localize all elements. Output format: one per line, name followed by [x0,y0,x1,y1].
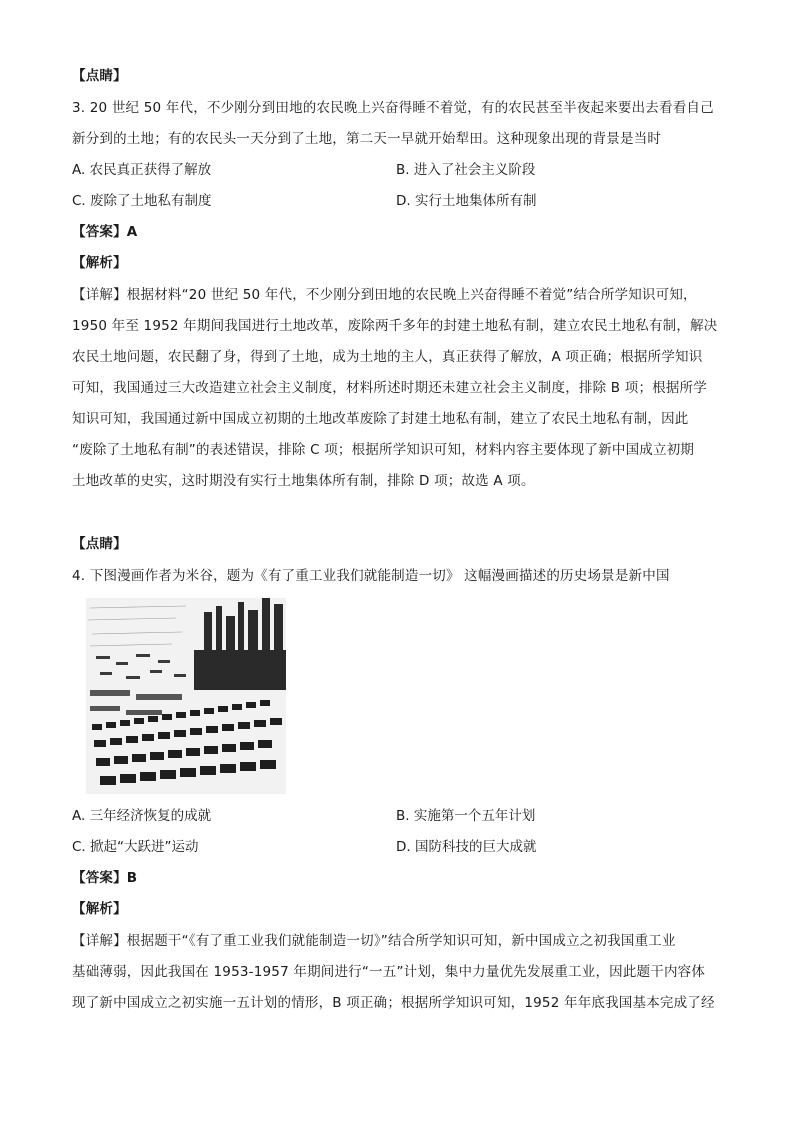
q4-detail-line: 【详解】根据题干“《有了重工业我们就能制造一切》”结合所学知识可知，新中国成立之初我国重工业 [72,933,676,949]
q3-option-d: D. 实行土地集体所有制 [396,193,537,209]
q3-detail-line: 土地改革的史实，这时期没有实行土地集体所有制，排除 D 项；故选 A 项。 [72,473,535,489]
q3-stem-line-1: 3. 20 世纪 50 年代，不少刚分到田地的农民晚上兴奋得睡不着觉，有的农民甚至半夜起来要出去看看自己 [72,100,714,116]
q3-detail-line: 知识可知，我国通过新中国成立初期的土地改革废除了封建土地私有制，建立了农民土地私有制，因此 [72,411,689,427]
q4-option-c: C. 掀起“大跃进”运动 [72,839,199,855]
q3-option-b: B. 进入了社会主义阶段 [396,162,536,178]
q3-detail-line: “废除了土地私有制”的表述错误，排除 C 项；根据所学知识可知，材料内容主要体现了新中国成立初期 [72,442,695,458]
q3-option-c: C. 废除了土地私有制度 [72,193,212,209]
q4-detail-line: 基础薄弱，因此我国在 1953-1957 年期间进行“一五”计划，集中力量优先发展重工业，因此题干内容体 [72,964,706,980]
q3-detail-line: 农民土地问题，农民翻了身，得到了土地，成为土地的主人，真正获得了解放，A 项正确；根据所学知识 [72,349,703,365]
q4-answer: 【答案】B [72,870,138,886]
q4-analysis-heading: 【解析】 [72,901,127,917]
q3-analysis-heading: 【解析】 [72,255,127,271]
q3-option-a: A. 农民真正获得了解放 [72,162,212,178]
q3-answer: 【答案】A [72,224,138,240]
q4-option-b: B. 实施第一个五年计划 [396,808,536,824]
q3-detail-line: 可知，我国通过三大改造建立社会主义制度，材料所述时期还未建立社会主义制度，排除 B 项；根据所学 [72,380,707,396]
q3-dianjing-heading: 【点睛】 [72,68,127,84]
q4-detail-line: 现了新中国成立之初实施一五计划的情形，B 项正确；根据所学知识可知，1952 年年底我国基本完成了经 [72,995,715,1011]
q3-stem-line-2: 新分到的土地；有的农民头一天分到了土地，第二天一早就开始犁田。这种现象出现的背景是当时 [72,131,662,147]
q4-stem: 4. 下图漫画作者为米谷，题为《有了重工业我们就能制造一切》 这幅漫画描述的历史场景是新中国 [72,568,670,584]
q3-detail-line: 1950 年至 1952 年期间我国进行土地改革，废除两千多年的封建土地私有制，建立农民土地私有制，解决 [72,318,718,334]
q4-option-d: D. 国防科技的巨大成就 [396,839,537,855]
heavy-industry-comic-image [86,598,286,794]
q3-detail-line: 【详解】根据材料“20 世纪 50 年代，不少刚分到田地的农民晚上兴奋得睡不着觉”结合所学知识可知， [72,287,697,303]
q4-option-a: A. 三年经济恢复的成就 [72,808,212,824]
q4-dianjing-heading: 【点睛】 [72,536,127,552]
